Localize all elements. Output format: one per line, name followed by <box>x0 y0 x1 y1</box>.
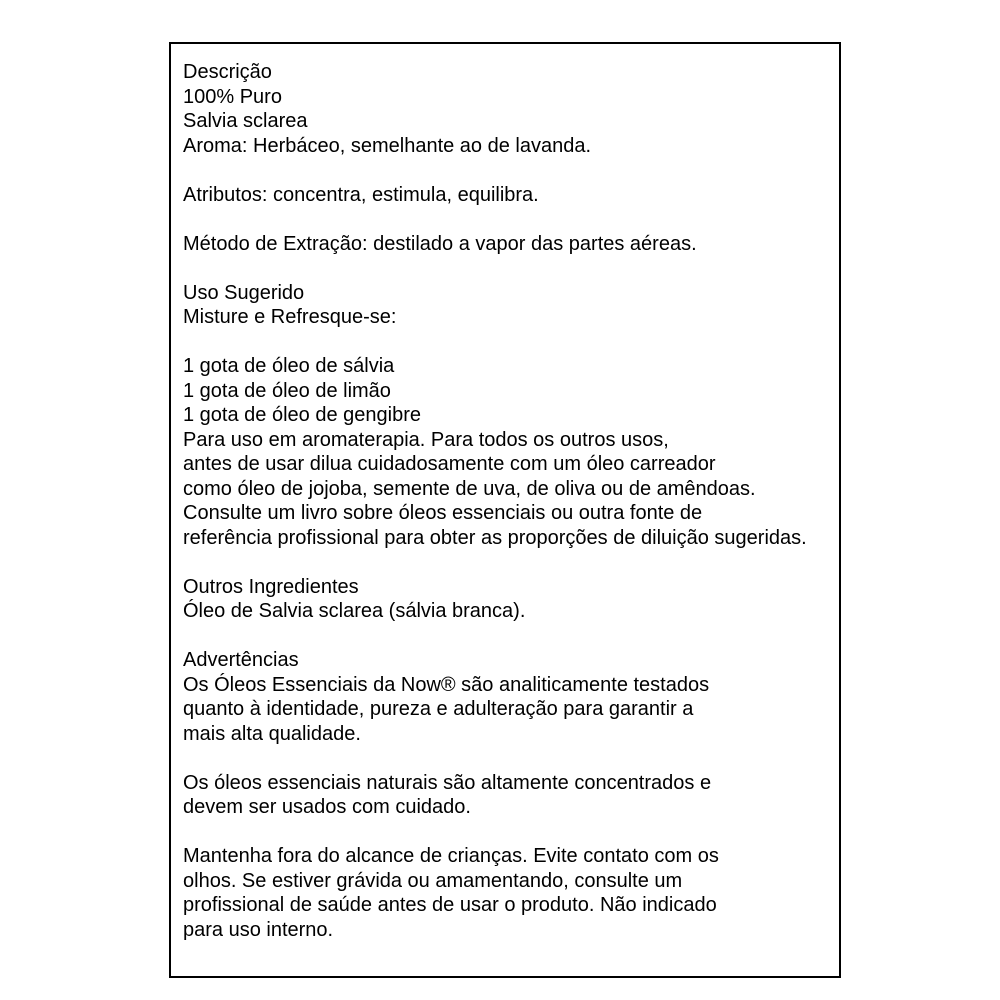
section-metodo-extracao <box>183 232 831 257</box>
text-line: devem ser usados com cuidado. <box>183 796 471 818</box>
text-line: Misture e Refresque-se: <box>183 306 397 328</box>
text-line: para uso interno. <box>183 918 334 941</box>
text-line: 100% Puro <box>183 85 282 108</box>
section-heading: Descrição <box>183 61 272 83</box>
section-heading: Uso Sugerido <box>183 281 305 304</box>
text-line: Os óleos essenciais naturais são altamente concentrados e <box>183 771 712 794</box>
text-line: Salvia sclarea <box>183 110 308 132</box>
text-line: 1 gota de óleo de limão <box>183 379 391 402</box>
text-line: mais alta qualidade. <box>183 722 361 745</box>
section-descricao <box>183 60 831 158</box>
section-heading: Outros Ingredientes <box>183 575 359 598</box>
text-line: olhos. Se estiver grávida ou amamentando, consulte um <box>183 869 683 892</box>
text-line: quanto à identidade, pureza e adulteração para garantir a <box>183 698 694 720</box>
text-line: Aroma: Herbáceo, semelhante ao de lavanda. <box>183 134 592 157</box>
text-line: referência profissional para obter as proporções de diluição sugeridas. <box>183 526 807 549</box>
section-receita <box>183 354 831 550</box>
text-line: Os Óleos Essenciais da Now® são analiticamente testados <box>183 673 710 696</box>
product-description-box <box>169 42 841 978</box>
text-line: Consulte um livro sobre óleos essenciais ou outra fonte de <box>183 502 703 524</box>
text-line: 1 gota de óleo de gengibre <box>183 404 421 426</box>
text-line: Para uso em aromaterapia. Para todos os outros usos, <box>183 428 669 451</box>
text-line: Óleo de Salvia sclarea (sálvia branca). <box>183 600 526 622</box>
text-line: antes de usar dilua cuidadosamente com um óleo carreador <box>183 453 716 475</box>
section-outros-ingredientes <box>183 575 831 624</box>
section-heading: Advertências <box>183 649 299 671</box>
section-concentracao <box>183 771 831 820</box>
section-seguranca <box>183 844 831 942</box>
text-line: Atributos: concentra, estimula, equilibra. <box>183 183 539 206</box>
text-line: como óleo de jojoba, semente de uva, de oliva ou de amêndoas. <box>183 477 756 500</box>
section-uso-sugerido <box>183 281 831 330</box>
text-line: Mantenha fora do alcance de crianças. Evite contato com os <box>183 845 719 867</box>
text-line: 1 gota de óleo de sálvia <box>183 355 395 377</box>
section-advertencias <box>183 648 831 746</box>
text-line: Método de Extração: destilado a vapor das partes aéreas. <box>183 232 697 255</box>
text-line: profissional de saúde antes de usar o produto. Não indicado <box>183 894 717 916</box>
section-atributos <box>183 183 831 208</box>
